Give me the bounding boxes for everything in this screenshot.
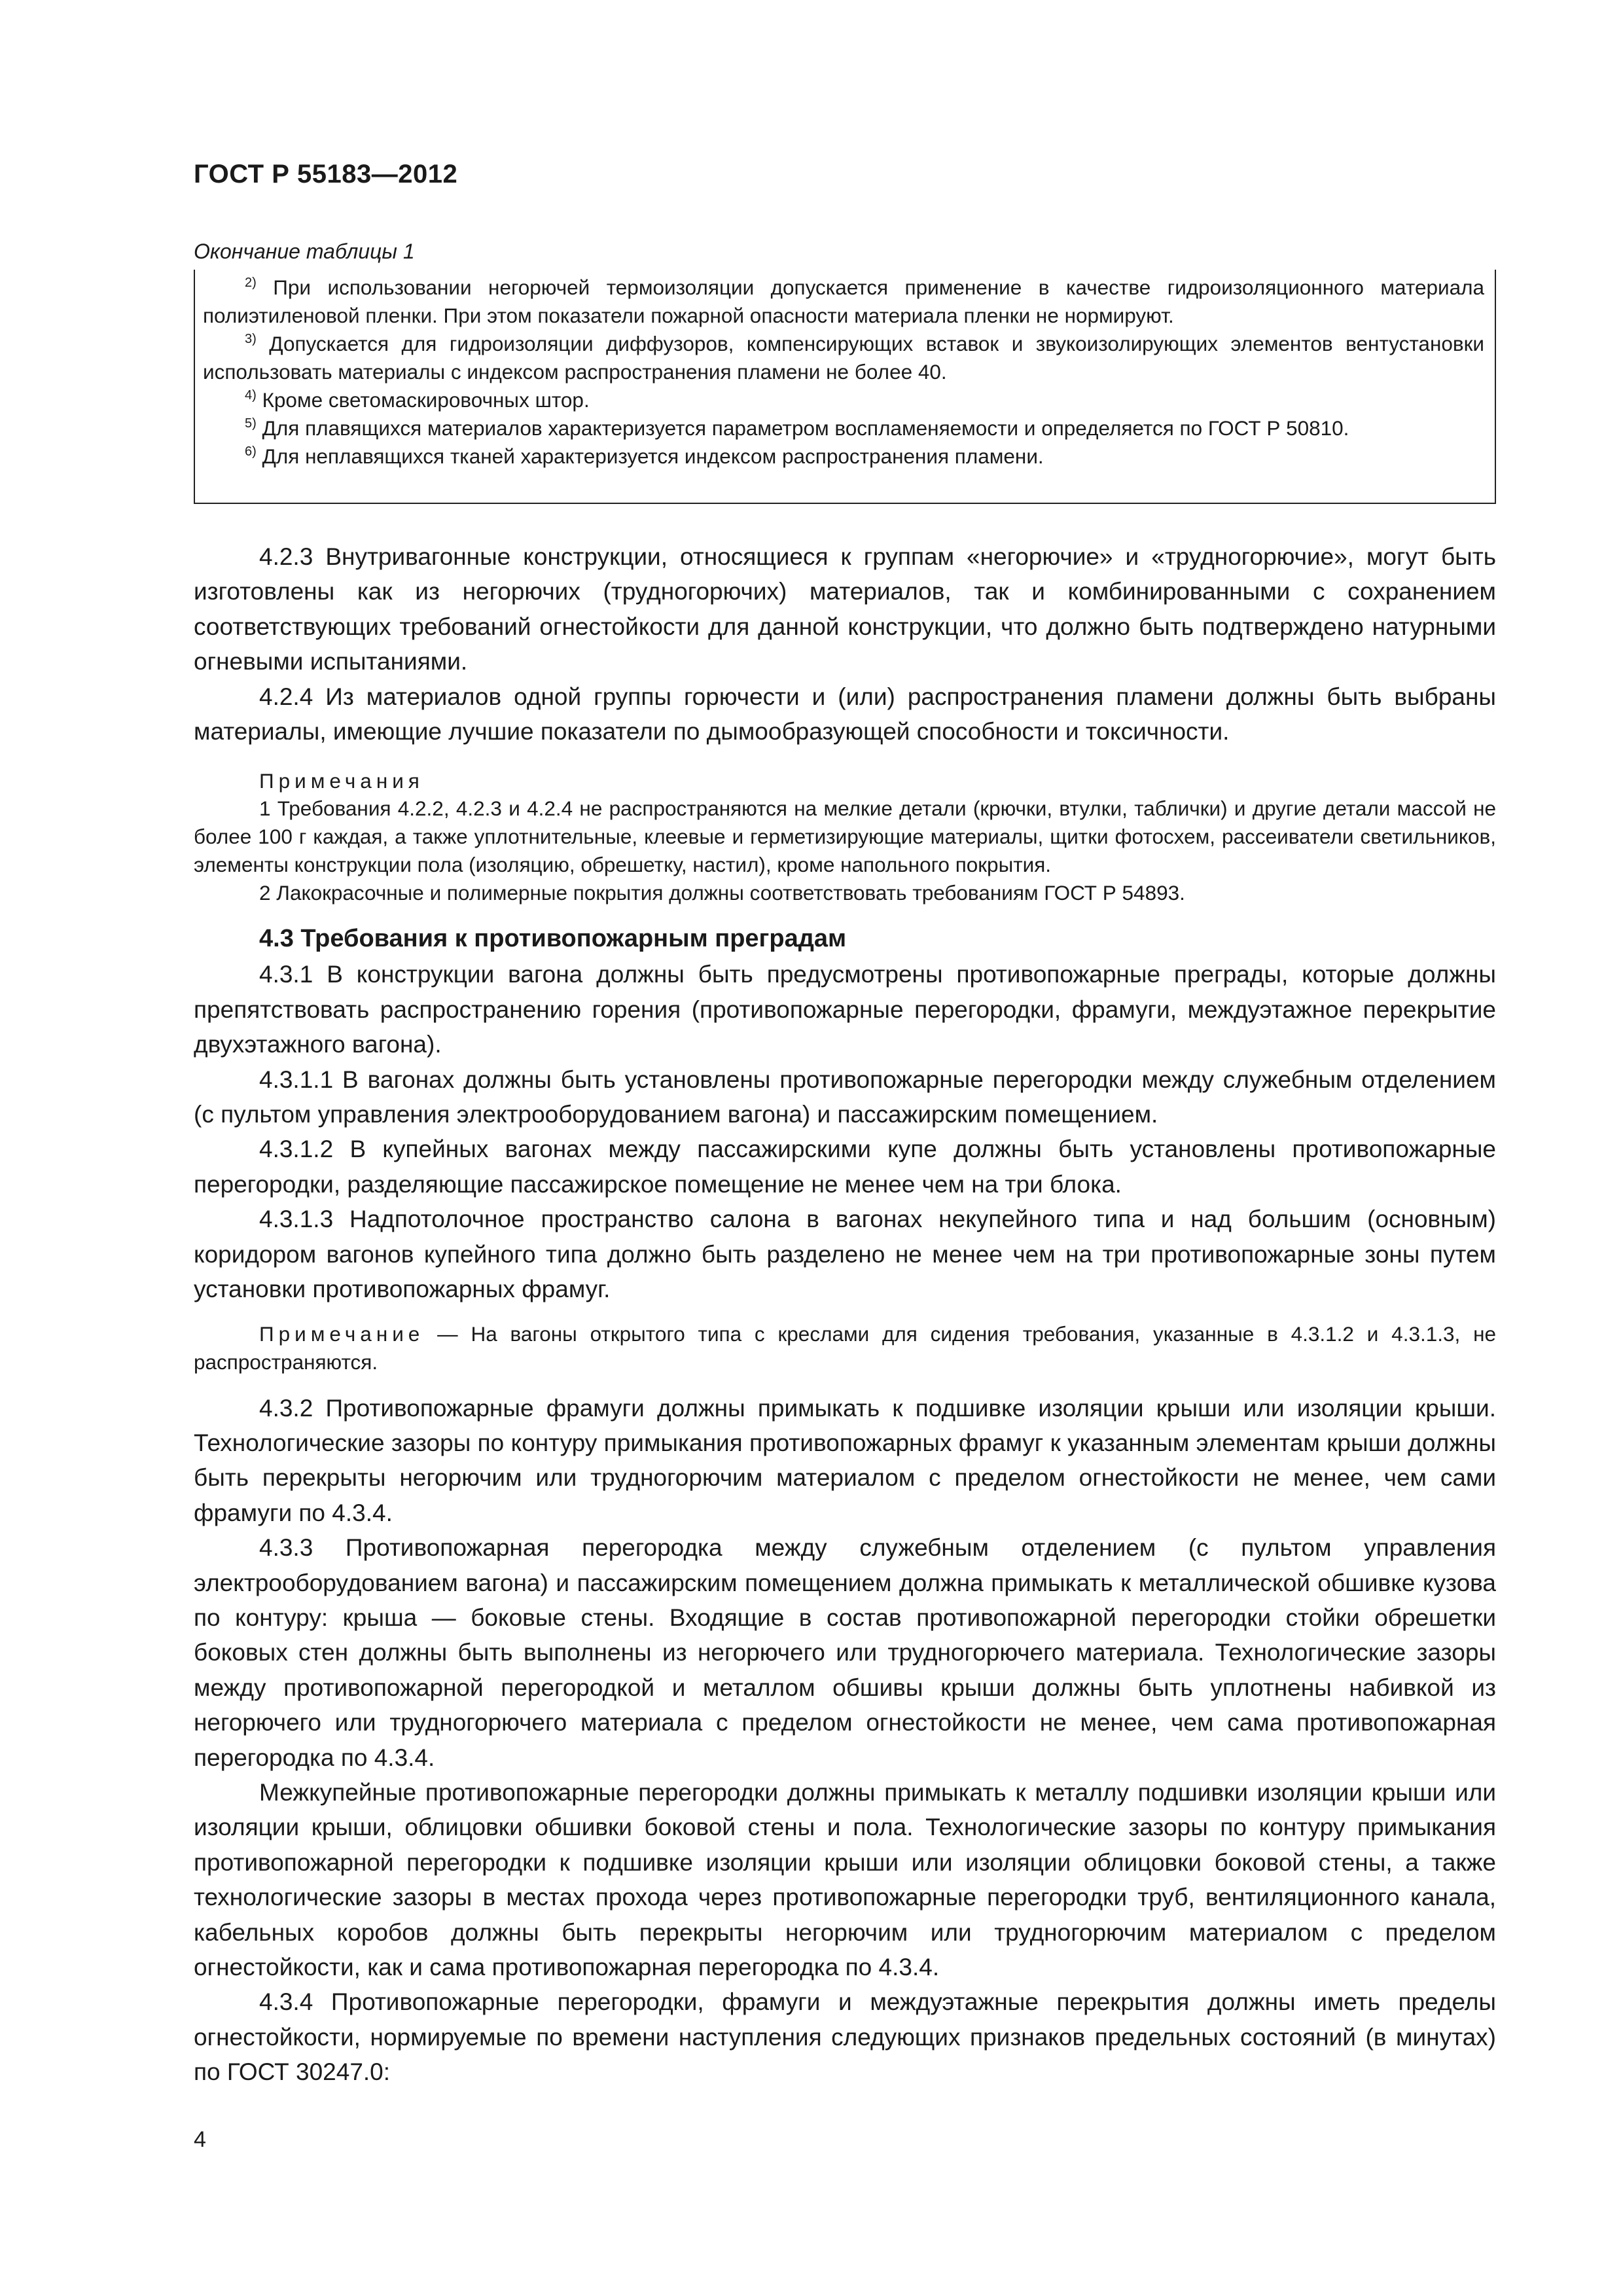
note-inline-label: Примечание <box>259 1321 425 1346</box>
footnote-mark: 2) <box>245 276 257 290</box>
footnote <box>203 386 1484 414</box>
footnote-mark: 6) <box>245 444 257 459</box>
note-inline-text: — На вагоны открытого типа с креслами для сидения требования, указанные в 4.3.1.2 и 4.3.1.3, не распространяются. <box>194 1321 1496 1374</box>
footnote-text: Для неплавящихся тканей характеризуется индексом распространения пламени. <box>262 444 1044 468</box>
paragraph-4-3-1-1: 4.3.1.1 В вагонах должны быть установлены противопожарные перегородки между служебным отделением (с пультом управления электрооборудованием вагона) и пассажирским помещением. <box>194 1066 1496 1128</box>
paragraph-4-3-4: 4.3.4 Противопожарные перегородки, фрамуги и междуэтажные перекрытия должны иметь пределы огнестойкости, нормируемые по времени наступления следующих признаков предельных состояний (в минутах) по ГОСТ 30247.0: <box>194 1988 1496 2086</box>
note-1: 1 Требования 4.2.2, 4.2.3 и 4.2.4 не распространяются на мелкие детали (крючки, втулки, таблички) и другие детали массой не более 100 г каждая, а также уплотнительные, клеевые и герметизирующие материалы, щитки фотосхем, рассеиватели светильников, элементы конструкции пола (изоляцию, обрешетку, настил), кроме напольного покрытия. <box>194 797 1496 877</box>
paragraph-4-3-2: 4.3.2 Противопожарные фрамуги должны примыкать к подшивке изоляции крыши или изоляции крыши. Технологические зазоры по контуру примыкания противопожарных фрамуг к указанным элементам крыши должны быть перекрыты негорючим или трудногорючим материалом с пределом огнестойкости не менее, чем сами фрамуги по 4.3.4. <box>194 1394 1496 1526</box>
paragraph-4-2-3: 4.2.3 Внутривагонные конструкции, относящиеся к группам «негорючие» и «трудногорючие», могут быть изготовлены как из негорючих (трудногорючих) материалов, так и комбинированными с сохранением соответствующих требований огнестойкости для данной конструкции, что должно быть подтверждено натурными огневыми испытаниями. <box>194 543 1496 675</box>
paragraph-4-3-1-2: 4.3.1.2 В купейных вагонах между пассажирскими купе должны быть установлены противопожарные перегородки, разделяющие пассажирское помещение не менее чем на три блока. <box>194 1136 1496 1198</box>
footnote-mark: 4) <box>245 388 257 403</box>
paragraph-4-2-4: 4.2.4 Из материалов одной группы горючести и (или) распространения пламени должны быть выбраны материалы, имеющие лучшие показатели по дымообразующей способности и токсичности. <box>194 683 1496 745</box>
paragraph-4-3-1: 4.3.1 В конструкции вагона должны быть предусмотрены противопожарные преграды, которые должны препятствовать распространению горения (противопожарные перегородки, фрамуги, междуэтажное перекрытие двухэтажного вагона). <box>194 961 1496 1058</box>
footnote-mark: 3) <box>245 332 257 346</box>
paragraph-4-3-1-3: 4.3.1.3 Надпотолочное пространство салона в вагонах некупейного типа и над большим (основным) коридором вагонов купейного типа должно быть разделено не менее чем на три противопожарные зоны путем установки противопожарных фрамуг. <box>194 1206 1496 1303</box>
footnote-text: Для плавящихся материалов характеризуется параметром воспламеняемости и определяется по ГОСТ Р 50810. <box>262 416 1349 440</box>
paragraph-4-3-3-b: Межкупейные противопожарные перегородки должны примыкать к металлу подшивки изоляции крыши или изоляции крыши, облицовки обшивки боковой стены и пола. Технологические зазоры по контуру примыкания противопожарной перегородки к подшивке изоляции крыши или изоляции облицовки боковой стены, а также технологические зазоры в местах прохода через противопожарные перегородки труб, вентиляционного канала, кабельных коробов должны быть перекрыты негорючим или трудногорючим материалом с пределом огнестойкости, как и сама противопожарная перегородка по 4.3.4. <box>194 1778 1496 1981</box>
main-text <box>194 539 1496 2090</box>
footnote <box>203 414 1484 442</box>
paragraph-4-3-3: 4.3.3 Противопожарная перегородка между служебным отделением (с пультом управления электрооборудованием вагона) и пассажирским помещением должна примыкать к металлической обшивке кузова по контуру: крыша — боковые стены. Входящие в состав противопожарной перегородки стойки обрешетки боковых стен должны быть выполнены из негорючего или трудногорючего материала. Технологические зазоры между противопожарной перегородкой и металлом обшивы крыши должны быть уплотнены набивкой из негорючего или трудногорючего материала с пределом огнестойкости не менее, чем сама противопожарная перегородка по 4.3.4. <box>194 1534 1496 1771</box>
footnote <box>203 330 1484 386</box>
page-number: 4 <box>194 2127 206 2152</box>
table-footnotes <box>194 270 1496 504</box>
footnote <box>203 442 1484 471</box>
footnote-mark: 5) <box>245 416 257 431</box>
section-4-3-title: 4.3 Требования к противопожарным преградам <box>259 925 847 953</box>
footnote-text: Допускается для гидроизоляции диффузоров, компенсирующих вставок и звукоизолирующих элементов вентустановки использовать материалы с индексом распространения пламени не более 40. <box>203 332 1484 384</box>
notes-heading: Примечания <box>259 769 424 793</box>
footnote-text: При использовании негорючей термоизоляции допускается применение в качестве гидроизоляционного материала полиэтиленовой пленки. При этом показатели пожарной опасности материала пленки не нормируют. <box>203 276 1484 327</box>
document-code: ГОСТ Р 55183—2012 <box>194 160 458 188</box>
footnote <box>203 274 1484 330</box>
note-inline <box>194 1320 1496 1376</box>
table-continuation-caption: Окончание таблицы 1 <box>194 240 415 263</box>
footnote-text: Кроме светомаскировочных штор. <box>262 388 590 412</box>
note-2: 2 Лакокрасочные и полимерные покрытия должны соответствовать требованиям ГОСТ Р 54893. <box>259 881 1185 905</box>
